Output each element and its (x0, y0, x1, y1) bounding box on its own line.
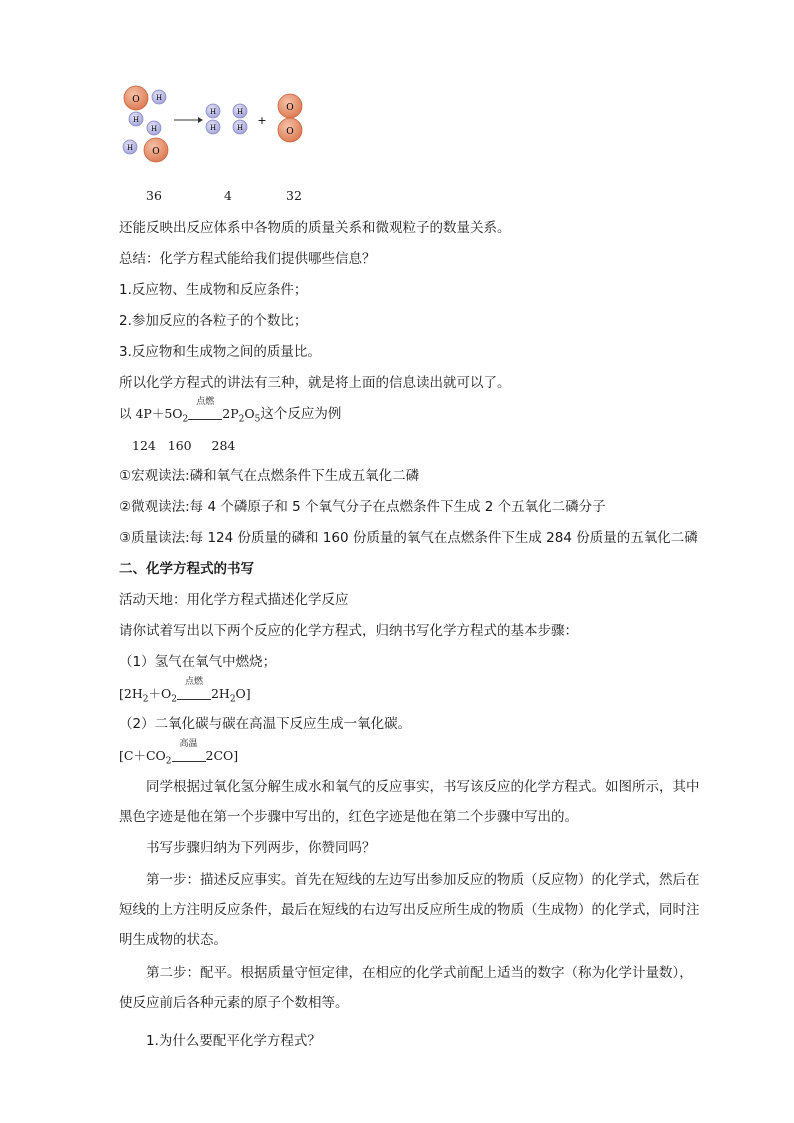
section-heading: 二、化学方程式的书写 (119, 561, 254, 577)
text-p1: 还能反映出反应体系中各物质的质量关系和微观粒子的数量关系。 (119, 220, 511, 236)
svg-text:H: H (155, 94, 163, 102)
paragraph-4: 第二步：配平。根据质量守恒定律，在相应的化学式前配上适当的数字（称为化学计量数），使反应前后各种元素的原子个数相等。 (119, 965, 693, 1011)
svg-text:O: O (286, 127, 294, 137)
svg-text:H: H (126, 144, 134, 152)
question-2: （2）二氧化碳与碳在高温下反应生成一氧化碳。 (119, 716, 412, 732)
paragraph-2: 书写步骤归纳为下列两步，你赞同吗？ (146, 840, 376, 856)
text-p5: 3.反应物和生成物之间的质量比。 (119, 344, 321, 360)
text-p4: 2.参加反应的各粒子的个数比； (119, 313, 308, 329)
svg-text:H: H (209, 108, 217, 116)
oxygen-molecule (278, 94, 302, 142)
hydrogen-molecule-2 (233, 104, 247, 134)
reaction-diagram (118, 84, 318, 174)
reaction-arrow-icon (174, 117, 203, 123)
text-p7: 活动天地：用化学方程式描述化学反应 (119, 592, 349, 608)
water-molecule-1 (124, 86, 166, 126)
hydrogen-molecule-1 (206, 104, 220, 134)
paragraph-3: 第一步：描述反应事实。首先在短线的左边写出参加反应的物质（反应物）的化学式，然后在短线的上方注明反应条件，最后在短线的右边写出反应所生成的物质（生成物）的化学式，同时注明生成物的状态。 (119, 872, 700, 948)
paragraph-5: 1.为什么要配平化学方程式？ (146, 1033, 321, 1049)
svg-text:O: O (152, 147, 160, 157)
question-1: （1）氢气在氧气中燃烧； (119, 654, 277, 670)
svg-text:H: H (236, 108, 244, 116)
text-p6: 所以化学方程式的讲法有三种，就是将上面的信息读出就可以了。 (119, 375, 511, 391)
water-molecule-2 (123, 121, 168, 162)
equation-phosphorus: 以 $4P+5O_2$ 点燃 $2P_2O_5$这个反应为例 (119, 397, 342, 425)
text-p8: 请你试着写出以下两个反应的化学方程式，归纳书写化学方程式的基本步骤： (119, 623, 578, 639)
svg-text:O: O (286, 103, 294, 113)
svg-text:H: H (132, 116, 140, 124)
svg-text:O: O (132, 95, 140, 105)
mass-water: 36 (146, 188, 162, 203)
text-p3: 1.反应物、生成物和反应条件； (119, 282, 308, 298)
svg-text:H: H (150, 125, 158, 133)
svg-text:H: H (209, 124, 217, 132)
reading-macro: ①宏观读法:磷和氧气在点燃条件下生成五氧化二磷 (119, 468, 420, 484)
mass-oxygen: 32 (286, 188, 302, 203)
reading-micro: ②微观读法:每 4 个磷原子和 5 个氧气分子在点燃条件下生成 2 个五氧化二磷分子 (119, 499, 606, 515)
mass-hydrogen: 4 (224, 188, 232, 203)
answer-1: [$2H_2+O_2$ 点燃 $2H_2O$] (119, 677, 251, 705)
paragraph-1: 同学根据过氧化氢分解生成水和氧气的反应事实，书写该反应的化学方程式。如图所示，其中黑色字迹是他在第一个步骤中写出的，红色字迹是他在第二个步骤中写出的。 (119, 779, 700, 825)
mass-ratios: 124 160 284 (132, 438, 236, 453)
condition-mark: 点燃 (188, 404, 222, 424)
plus-sign: + (257, 114, 267, 127)
reading-mass: ③质量读法:每 124 份质量的磷和 160 份质量的氧气在点燃条件下生成 284 份质量的五氧化二磷 (119, 530, 698, 546)
text-p2: 总结：化学方程式能给我们提供哪些信息？ (119, 251, 376, 267)
answer-2: [$C+CO_2$ 高温 2CO] (119, 739, 239, 767)
svg-text:H: H (236, 124, 244, 132)
